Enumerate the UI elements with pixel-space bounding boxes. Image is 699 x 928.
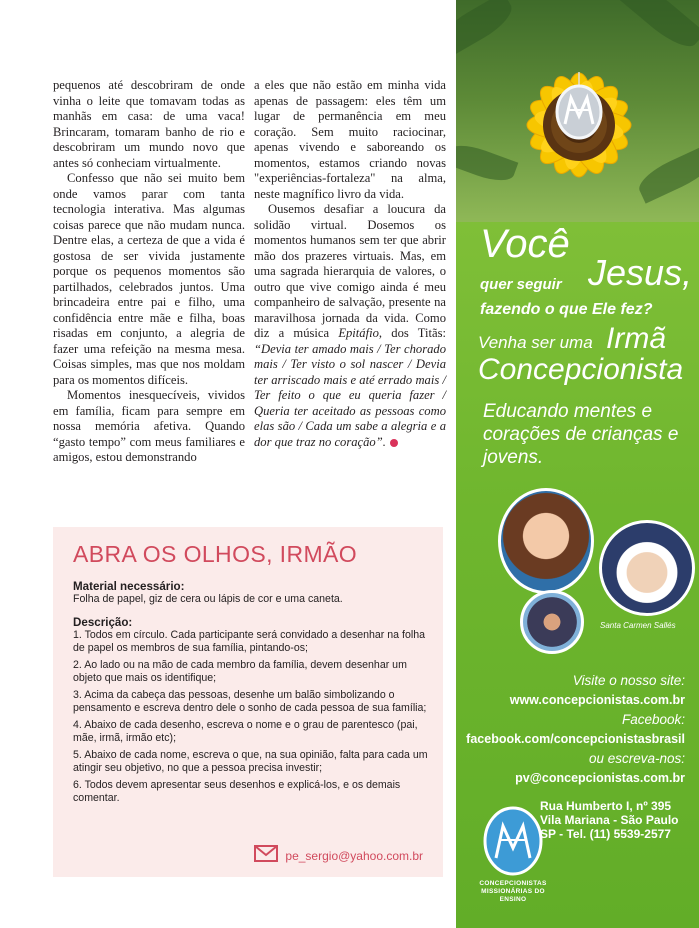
visit-label: Visite o nosso site: — [572, 673, 685, 688]
address-block — [540, 799, 679, 841]
santa-carmen-portrait — [599, 520, 695, 616]
virgin-mary-portrait — [498, 488, 594, 594]
address-line: Vila Mariana - São Paulo — [540, 813, 679, 827]
headline-jesus: Jesus, — [588, 252, 693, 293]
concepcionistas-logo-icon — [478, 806, 548, 876]
contact-email-link[interactable]: pv@concepcionistas.com.br — [515, 771, 685, 785]
article-paragraph: Confesso que não sei muito bem onde vamos parar com tanta tecnologia interativa. Mas algumas coisas parece que não mudam nunca. Dentre elas, a certeza de que a vida é gostosa de ser vivida justamente porque os pequenos momentos são partilhados, celebrados juntos. Uma brincadeira entre pai e filho, uma confidência entre mãe e filha, boas risadas em conjunto, a alegria de fazer uma refeição na mesma mesa. Coisas simples, mas que nos moldam para os momentos difíceis. — [53, 171, 245, 387]
article-column-2 — [254, 78, 446, 450]
article-text: Ousemos desafiar a loucura da solidão virtual. Dosemos os momentos humanos sem ter que abrir mão dos prazeres virtuais. Mas, em uma sagrada hierarquia de valores, o outro que vive comigo ainda é meu companheiro de salvação, presente na maravilhosa jornada da vida. Como diz a música — [254, 202, 446, 340]
headline-fazendo: fazendo o que Ele fez? — [480, 301, 653, 318]
envelope-icon — [254, 845, 278, 867]
song-title: Epitáfio — [338, 326, 379, 340]
activity-step: 5. Abaixo de cada nome, escreva o que, na sua opinião, falta para cada um atingir seu objetivo, no que a pessoa precisa investir; — [73, 749, 428, 774]
tagline-educando: Educando mentes e corações de crianças e jovens. — [483, 401, 679, 468]
portrait-caption: Santa Carmen Sallés — [600, 621, 676, 630]
activity-step: 3. Acima da cabeça das pessoas, desenhe um balão simbolizando o pensamento e escreva dentro dele o sonho de cada pessoa de sua família; — [73, 689, 427, 714]
pendant-emblem — [551, 72, 607, 142]
website-link[interactable]: www.concepcionistas.com.br — [509, 693, 685, 707]
material-text: Folha de papel, giz de cera ou lápis de cor e uma caneta. — [73, 593, 343, 605]
sisters-group-photo — [520, 590, 584, 654]
author-email[interactable] — [254, 845, 423, 867]
song-lyrics: “Devia ter amado mais / Ter chorado mais / Ter visto o sol nascer / Devia ter arriscado mais e até errado mais / Ter feito o que eu queria fazer / Queria ter aceitado as pessoas como elas são / Cada um sabe a alegria e a dor que traz no coração”. — [254, 341, 446, 449]
material-heading: Material necessário: — [73, 580, 185, 593]
description-heading: Descrição: — [73, 616, 133, 629]
headline-irma: Irmã — [606, 322, 666, 355]
activity-step: 2. Ao lado ou na mão de cada membro da família, devem desenhar um objeto que mais os identifique; — [73, 659, 407, 684]
article-paragraph: a eles que não estão em minha vida apenas de passagem: eles têm um lugar de permanência em meu coração. Sem muito raciocinar, apenas vivendo e saboreando os momentos, estamos criando novas "experiências-fortaleza" na alma, neste magnífico livro da vida. — [254, 78, 446, 201]
address-line: SP - Tel. (11) 5539-2577 — [540, 827, 671, 841]
headline-concepcionista: Concepcionista — [478, 353, 684, 386]
headline-quer-seguir: quer seguir — [480, 276, 562, 293]
headline-venha: Venha ser uma — [478, 333, 593, 352]
headline-voce: Você — [480, 222, 570, 266]
activity-step: 6. Todos devem apresentar seus desenhos e explicá-los, e os demais comentar. — [73, 779, 401, 804]
article-text: , dos Titãs: — [378, 326, 446, 340]
logo-caption: CONCEPCIONISTAS MISSIONÁRIAS DO ENSINO — [479, 880, 547, 903]
activity-body — [73, 580, 429, 809]
advertisement-panel — [456, 0, 699, 928]
address-line: Rua Humberto I, nº 395 — [540, 799, 672, 813]
facebook-link[interactable]: facebook.com/concepcionistasbrasil — [466, 732, 685, 746]
article-paragraph-final — [254, 202, 446, 450]
article-paragraph: Momentos inesquecíveis, vividos em família, ficam para sempre em nossa memória afetiva. Quando “gasto tempo” com meus familiares e amigos, estou demonstrando — [53, 388, 245, 464]
sunflower-photo — [456, 0, 699, 222]
article-column-1 — [53, 78, 245, 466]
activity-step: 4. Abaixo de cada desenho, escreva o nome e o grau de parentesco (pai, mãe, irmã, irmão etc); — [73, 719, 418, 744]
article-paragraph: pequenos até descobriram de onde vinha o leite que tomavam todas as manhãs em casa: de uma vaca! Brincaram, tomaram banho de rio e descobriram um mundo novo que antes só conheciam virtualmente. — [53, 78, 245, 170]
activity-step: 1. Todos em círculo. Cada participante será convidado a desenhar na folha de papel os membros de sua família, pintando-os; — [73, 629, 425, 654]
activity-title: ABRA OS OLHOS, IRMÃO — [73, 541, 358, 567]
write-label: ou escreva-nos: — [588, 751, 685, 766]
end-of-article-dot — [390, 439, 398, 447]
email-link[interactable]: pe_sergio@yahoo.com.br — [285, 849, 423, 863]
activity-box — [53, 527, 443, 877]
facebook-label: Facebook: — [621, 712, 685, 727]
